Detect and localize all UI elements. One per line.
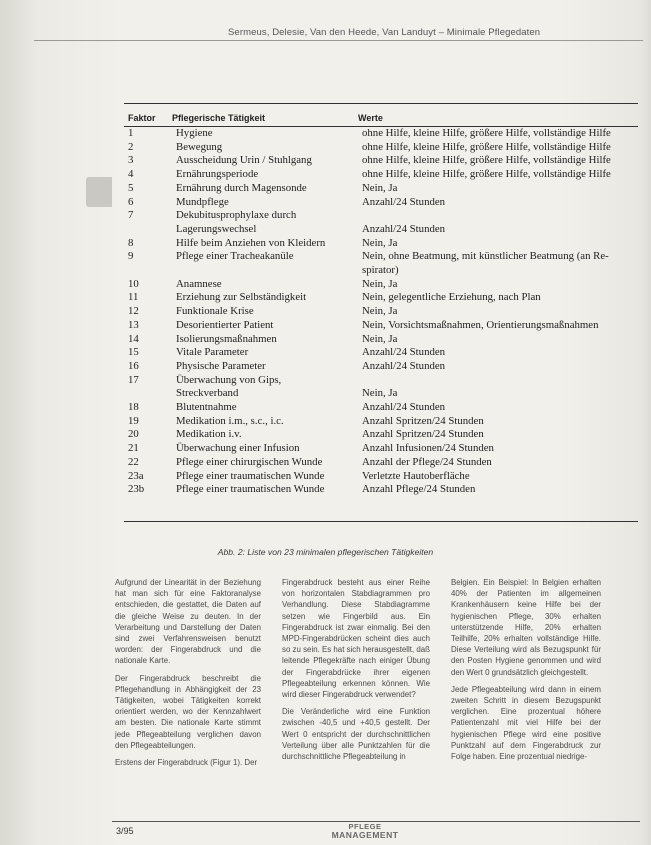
factor-cell: 10 [128,277,139,290]
values-cell: Nein, Vorsichtsmaßnahmen, Orientierungsmaßnahmen [362,318,599,331]
values-cell: ohne Hilfe, kleine Hilfe, größere Hilfe, vollständige Hilfe [362,127,611,139]
header-activity: Pflegerische Tätigkeit [172,113,266,123]
activity-cell: Bewegung [176,140,223,153]
header-factor: Faktor [128,113,156,123]
factor-cell: 3 [128,154,134,167]
values-cell: ohne Hilfe, kleine Hilfe, größere Hilfe, vollständige Hilfe [362,168,611,181]
values-cell: Anzahl Spritzen/24 Stunden [362,414,484,427]
table-row [124,223,638,237]
factor-cell [124,223,176,237]
factor-cell: 13 [128,318,139,331]
activity-cell: Hygiene [176,127,213,139]
logo-line-1: PFLEGE [348,822,382,831]
values-cell: Anzahl/24 Stunden [362,401,446,414]
table-top-rule [124,103,638,104]
table-row [124,250,638,264]
paragraph: Aufgrund der Linearität in der Beziehung hat man sich für eine Faktoranalyse entschieden, die gestattet, die Daten auf die gleiche Weise zu deuten. In der Verarbeitung und Darstellung der Daten sind zwei Verfahrensweisen benutzt worden: der Fingerabdruck und die nationale Karte. [115,578,261,666]
activity-cell: Anamnese [176,277,222,290]
activity-cell: Lagerungswechsel [176,222,257,235]
factor-cell: 11 [128,291,139,304]
values-cell [362,209,638,223]
figure-caption: Abb. 2: Liste von 23 minimalen pflegerischen Tätigkeiten [217,547,434,557]
table-row [124,264,638,278]
table-body [124,127,638,497]
table-row [124,168,638,182]
factor-cell [124,264,176,278]
activity-cell [176,264,362,278]
factor-cell: 14 [128,332,139,345]
paragraph: Jede Pflegeabteilung wird dann in einem zweiten Schritt in diesem Bezugspunkt verglichen. Eine prozentual höhere Patientenzahl mit viel Hilfe bei der hygienischen Pflege wird eine positive Punktzahl auf dem Fingerabdruck zur Folge haben. Eine prozentual niedrige- [451,684,601,762]
header-rule [34,40,643,41]
activity-table [124,103,638,523]
activity-cell: Funktionale Krise [176,305,254,318]
activity-cell: Pflege einer traumatischen Wunde [176,483,325,496]
journal-logo [310,823,420,839]
factor-cell: 4 [128,168,134,181]
values-cell: Nein, ohne Beatmung, mit künstlicher Beatmung (an Re- [362,250,609,263]
paragraph: Belgien. Ein Beispiel: In Belgien erhalten 40% der Patienten im allgemeinen Krankenhäusern keine Hilfe bei der hygienischen Pflege, 30% erhalten unterstützende Hilfe, 20% erhalten Teilhilfe, 20% erhalten vollständige Hilfe. Diese Verteilung wird als Bezugspunkt für den Posten Hygiene genommen und wird den Wert 0 grundsätzlich gleichgestellt. [451,578,601,677]
table-row [124,374,638,388]
factor-cell: 6 [128,195,134,208]
table-row [124,428,638,442]
factor-cell: 9 [128,250,134,263]
table-row [124,154,638,168]
factor-cell: 5 [128,181,134,194]
table-row [124,319,638,333]
table-row [124,483,638,497]
table-row [124,237,638,251]
activity-cell: Erziehung zur Selbständigkeit [176,291,307,304]
table-row [124,196,638,210]
activity-cell: Ausscheidung Urin / Stuhlgang [176,154,312,167]
table-row [124,346,638,360]
factor-cell [124,387,176,401]
values-cell: Anzahl Spritzen/24 Stunden [362,428,484,441]
values-cell: Verletzte Hautoberfläche [362,469,470,482]
values-cell: Anzahl der Pflege/24 Stunden [362,455,492,468]
text-column-3 [451,577,601,768]
factor-cell: 22 [128,455,139,468]
table-row [124,442,638,456]
factor-cell: 20 [128,428,139,441]
values-cell: Anzahl Infusionen/24 Stunden [362,442,494,455]
factor-cell: 18 [128,401,139,414]
table-row [124,470,638,484]
values-cell: Nein, Ja [362,305,398,318]
table-row [124,182,638,196]
values-cell: Anzahl/24 Stunden [362,195,446,208]
values-cell: spirator) [362,264,399,277]
paragraph: Erstens der Fingerabdruck (Figur 1). Der [115,758,258,768]
activity-cell: Hilfe beim Anziehen von Kleidern [176,236,326,249]
activity-cell: Medikation i.m., s.c., i.c. [176,414,284,427]
table-row [124,209,638,223]
activity-cell: Pflege einer chirurgischen Wunde [176,455,323,468]
activity-cell: Pflege einer traumatischen Wunde [176,469,325,482]
table-row [124,387,638,401]
text-column-1 [115,577,261,774]
activity-cell: Ernährungsperiode [176,168,259,181]
factor-cell: 17 [128,373,139,386]
table-row [124,401,638,415]
factor-cell: 16 [128,359,139,372]
running-head: Sermeus, Delesie, Van den Heede, Van Landuyt – Minimale Pflegedaten [228,27,541,38]
values-cell: Anzahl/24 Stunden [362,222,446,235]
activity-cell: Streckverband [176,387,239,400]
page-number: 3/95 [116,826,134,836]
table-row [124,456,638,470]
factor-cell: 21 [128,442,139,455]
text-column-2 [282,577,430,768]
page-edge-tab [86,177,112,207]
values-cell: Anzahl Pflege/24 Stunden [362,483,476,496]
activity-cell: Vitale Parameter [176,346,249,359]
paragraph: Der Fingerabdruck beschreibt die Pflegehandlung in Abhängigkeit der 23 Tätigkeiten, wobei Tätigkeiten korrekt orientiert werden, wo der Kennzahlwert am besten. Die nationale Karte stimmt jede Pflegeabteilung verglichen davon den Pflegeabteilungen. [115,673,261,750]
activity-cell: Physische Parameter [176,359,266,372]
factor-cell: 1 [128,127,134,139]
values-cell: Anzahl/24 Stunden [362,359,446,372]
factor-cell: 12 [128,305,139,318]
activity-cell: Pflege einer Tracheakanüle [176,250,294,263]
values-cell: Anzahl/24 Stunden [362,346,446,359]
values-cell: Nein, gelegentliche Erziehung, nach Plan [362,291,541,304]
factor-cell: 15 [128,346,139,359]
values-cell: ohne Hilfe, kleine Hilfe, größere Hilfe, vollständige Hilfe [362,140,611,153]
activity-cell: Ernährung durch Magensonde [176,181,307,194]
activity-cell: Desorientierter Patient [176,318,274,331]
values-cell: Nein, Ja [362,181,398,194]
factor-cell: 8 [128,236,134,249]
table-bottom-rule [124,521,638,522]
factor-cell: 19 [128,414,139,427]
logo-line-2: MANAGEMENT [331,830,399,840]
header-values: Werte [358,113,383,123]
factor-cell: 7 [128,209,134,222]
values-cell: Nein, Ja [362,277,398,290]
activity-cell: Dekubitusprophylaxe durch [176,209,297,222]
values-cell [362,374,638,388]
values-cell: Nein, Ja [362,387,398,400]
values-cell: ohne Hilfe, kleine Hilfe, größere Hilfe, vollständige Hilfe [362,154,611,167]
table-row [124,360,638,374]
table-row [124,305,638,319]
factor-cell: 2 [128,140,134,153]
table-row [124,333,638,347]
paragraph: Die Veränderliche wird eine Funktion zwischen -40,5 und +40,5 gestellt. Der Wert 0 entspricht der durchschnittlichen Verteilung über alle Punktzahlen für die durchschnittliche Pflegeabteilung in [282,707,430,762]
activity-cell: Isolierungsmaßnahmen [176,332,277,345]
activity-cell: Überwachung einer Infusion [176,442,300,455]
activity-cell: Medikation i.v. [176,428,242,441]
values-cell: Nein, Ja [362,236,398,249]
factor-cell: 23b [128,483,145,496]
activity-cell: Mundpflege [176,195,229,208]
values-cell: Nein, Ja [362,332,398,345]
table-row [124,127,638,141]
table-row [124,415,638,429]
activity-cell: Überwachung von Gips, [176,373,282,386]
table-row [124,291,638,305]
activity-cell: Blutentnahme [176,401,237,414]
table-row [124,141,638,155]
table-row [124,278,638,292]
factor-cell: 23a [128,469,144,482]
paragraph: Fingerabdruck besteht aus einer Reihe von horizontalen Stabdiagrammen pro Verhandlung. Diese Stabdiagramme setzen wie Fingerbild aus. Ein Fingerabdruck ist zwar einmalig. Bei den MPD-Fingerabdrücken scheint dies auch so zu sein. Es hat sich herausgestellt, daß leitende Pflegekräfte nach einiger Übung der Fingerabdrücke ihrer eigenen Pflegeabteilung erkennen können. Wie wird dieser Fingerabdruck verwendet? [282,578,430,700]
